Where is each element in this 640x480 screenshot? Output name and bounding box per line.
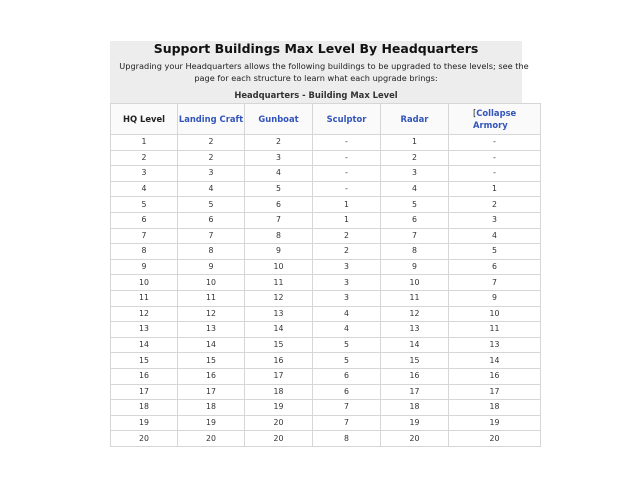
cell-radar: 1 (381, 135, 449, 151)
table-row (111, 306, 541, 322)
column-header-gunboat[interactable]: Gunboat (245, 104, 313, 135)
cell-sculptor: 2 (313, 228, 381, 244)
cell-armory: 20 (449, 431, 541, 447)
table-row (111, 322, 541, 338)
cell-sculptor: 3 (313, 259, 381, 275)
cell-landing-craft: 9 (178, 259, 245, 275)
cell-landing-craft: 13 (178, 322, 245, 338)
cell-gunboat: 18 (245, 384, 313, 400)
cell-hq-level: 11 (111, 290, 178, 306)
collapse-toggle (449, 107, 540, 119)
table-row (111, 244, 541, 260)
cell-gunboat: 16 (245, 353, 313, 369)
cell-gunboat: 11 (245, 275, 313, 291)
cell-sculptor: 2 (313, 244, 381, 260)
cell-armory: 2 (449, 197, 541, 213)
cell-gunboat: 14 (245, 322, 313, 338)
cell-radar: 10 (381, 275, 449, 291)
table-row (111, 228, 541, 244)
cell-gunboat: 5 (245, 181, 313, 197)
cell-sculptor: 5 (313, 353, 381, 369)
cell-radar: 8 (381, 244, 449, 260)
table-row (111, 181, 541, 197)
cell-radar: 11 (381, 290, 449, 306)
cell-radar: 17 (381, 384, 449, 400)
cell-sculptor: - (313, 150, 381, 166)
table-row (111, 290, 541, 306)
cell-gunboat: 7 (245, 212, 313, 228)
cell-landing-craft: 20 (178, 431, 245, 447)
table-row (111, 135, 541, 151)
cell-landing-craft: 15 (178, 353, 245, 369)
cell-landing-craft: 18 (178, 400, 245, 416)
cell-armory: 1 (449, 181, 541, 197)
cell-landing-craft: 14 (178, 337, 245, 353)
cell-sculptor: 7 (313, 415, 381, 431)
table-row (111, 431, 541, 447)
cell-armory: 7 (449, 275, 541, 291)
cell-landing-craft: 3 (178, 166, 245, 182)
cell-radar: 12 (381, 306, 449, 322)
cell-hq-level: 9 (111, 259, 178, 275)
cell-sculptor: 5 (313, 337, 381, 353)
cell-landing-craft: 12 (178, 306, 245, 322)
cell-gunboat: 20 (245, 415, 313, 431)
cell-hq-level: 19 (111, 415, 178, 431)
cell-armory: 16 (449, 368, 541, 384)
cell-armory: 17 (449, 384, 541, 400)
table-row (111, 197, 541, 213)
description-line-1: Upgrading your Headquarters allows the following buildings to be upgraded to these levels; see the (119, 61, 529, 71)
cell-gunboat: 10 (245, 259, 313, 275)
cell-armory: 10 (449, 306, 541, 322)
cell-hq-level: 2 (111, 150, 178, 166)
cell-gunboat: 6 (245, 197, 313, 213)
cell-hq-level: 3 (111, 166, 178, 182)
table-subtitle: Headquarters - Building Max Level (234, 90, 398, 100)
cell-armory: 13 (449, 337, 541, 353)
table-row (111, 212, 541, 228)
cell-sculptor: 4 (313, 306, 381, 322)
cell-landing-craft: 7 (178, 228, 245, 244)
cell-landing-craft: 2 (178, 150, 245, 166)
cell-armory: 5 (449, 244, 541, 260)
cell-sculptor: 1 (313, 212, 381, 228)
cell-armory: 18 (449, 400, 541, 416)
cell-landing-craft: 19 (178, 415, 245, 431)
table-row (111, 353, 541, 369)
cell-sculptor: 6 (313, 368, 381, 384)
collapse-link[interactable]: Collapse (476, 108, 517, 118)
table-row (111, 400, 541, 416)
cell-gunboat: 13 (245, 306, 313, 322)
cell-sculptor: 6 (313, 384, 381, 400)
cell-radar: 7 (381, 228, 449, 244)
cell-hq-level: 20 (111, 431, 178, 447)
cell-hq-level: 8 (111, 244, 178, 260)
cell-radar: 3 (381, 166, 449, 182)
cell-armory: 11 (449, 322, 541, 338)
cell-radar: 2 (381, 150, 449, 166)
cell-hq-level: 16 (111, 368, 178, 384)
cell-hq-level: 4 (111, 181, 178, 197)
cell-armory: 3 (449, 212, 541, 228)
armory-link[interactable]: Armory (473, 120, 508, 130)
cell-gunboat: 2 (245, 135, 313, 151)
cell-gunboat: 19 (245, 400, 313, 416)
cell-radar: 4 (381, 181, 449, 197)
cell-radar: 13 (381, 322, 449, 338)
cell-radar: 20 (381, 431, 449, 447)
table-row (111, 368, 541, 384)
column-header-radar[interactable]: Radar (381, 104, 449, 135)
cell-radar: 14 (381, 337, 449, 353)
cell-gunboat: 8 (245, 228, 313, 244)
cell-armory: - (449, 150, 541, 166)
cell-armory: - (449, 166, 541, 182)
cell-gunboat: 4 (245, 166, 313, 182)
cell-radar: 6 (381, 212, 449, 228)
cell-sculptor: - (313, 166, 381, 182)
table-row (111, 415, 541, 431)
cell-radar: 16 (381, 368, 449, 384)
cell-sculptor: 3 (313, 275, 381, 291)
cell-hq-level: 7 (111, 228, 178, 244)
cell-hq-level: 6 (111, 212, 178, 228)
cell-radar: 5 (381, 197, 449, 213)
cell-landing-craft: 11 (178, 290, 245, 306)
cell-radar: 18 (381, 400, 449, 416)
table-body (111, 135, 541, 447)
cell-hq-level: 1 (111, 135, 178, 151)
cell-radar: 15 (381, 353, 449, 369)
max-level-table (110, 103, 541, 447)
description-line-2: page for each structure to learn what each upgrade brings: (194, 73, 438, 83)
collapse-bracket: [ (473, 108, 477, 118)
cell-landing-craft: 6 (178, 212, 245, 228)
cell-landing-craft: 8 (178, 244, 245, 260)
cell-gunboat: 12 (245, 290, 313, 306)
cell-radar: 19 (381, 415, 449, 431)
table-header-row (111, 104, 541, 135)
cell-armory: 6 (449, 259, 541, 275)
cell-landing-craft: 17 (178, 384, 245, 400)
cell-gunboat: 9 (245, 244, 313, 260)
page-title: Support Buildings Max Level By Headquarters (153, 41, 479, 56)
table-row (111, 275, 541, 291)
cell-armory: 9 (449, 290, 541, 306)
cell-gunboat: 20 (245, 431, 313, 447)
cell-hq-level: 17 (111, 384, 178, 400)
cell-hq-level: 18 (111, 400, 178, 416)
table-row (111, 259, 541, 275)
cell-sculptor: 4 (313, 322, 381, 338)
cell-landing-craft: 4 (178, 181, 245, 197)
cell-hq-level: 5 (111, 197, 178, 213)
cell-sculptor: 1 (313, 197, 381, 213)
cell-gunboat: 3 (245, 150, 313, 166)
cell-radar: 9 (381, 259, 449, 275)
cell-hq-level: 15 (111, 353, 178, 369)
cell-gunboat: 17 (245, 368, 313, 384)
table-row (111, 384, 541, 400)
cell-landing-craft: 2 (178, 135, 245, 151)
cell-hq-level: 10 (111, 275, 178, 291)
cell-sculptor: 3 (313, 290, 381, 306)
cell-armory: 4 (449, 228, 541, 244)
support-buildings-panel (110, 41, 529, 443)
cell-sculptor: 8 (313, 431, 381, 447)
cell-armory: - (449, 135, 541, 151)
cell-sculptor: - (313, 135, 381, 151)
column-header-sculptor[interactable]: Sculptor (313, 104, 381, 135)
table-row (111, 150, 541, 166)
cell-gunboat: 15 (245, 337, 313, 353)
table-header-panel (110, 41, 529, 103)
cell-sculptor: - (313, 181, 381, 197)
column-header-hq-level: HQ Level (111, 104, 178, 135)
cell-armory: 19 (449, 415, 541, 431)
cell-landing-craft: 10 (178, 275, 245, 291)
cell-landing-craft: 5 (178, 197, 245, 213)
column-header-armory (449, 104, 541, 135)
table-row (111, 337, 541, 353)
cell-landing-craft: 16 (178, 368, 245, 384)
cell-sculptor: 7 (313, 400, 381, 416)
cell-hq-level: 12 (111, 306, 178, 322)
cell-armory: 14 (449, 353, 541, 369)
cell-hq-level: 14 (111, 337, 178, 353)
table-row (111, 166, 541, 182)
column-header-landing-craft[interactable]: Landing Craft (178, 104, 245, 135)
cell-hq-level: 13 (111, 322, 178, 338)
